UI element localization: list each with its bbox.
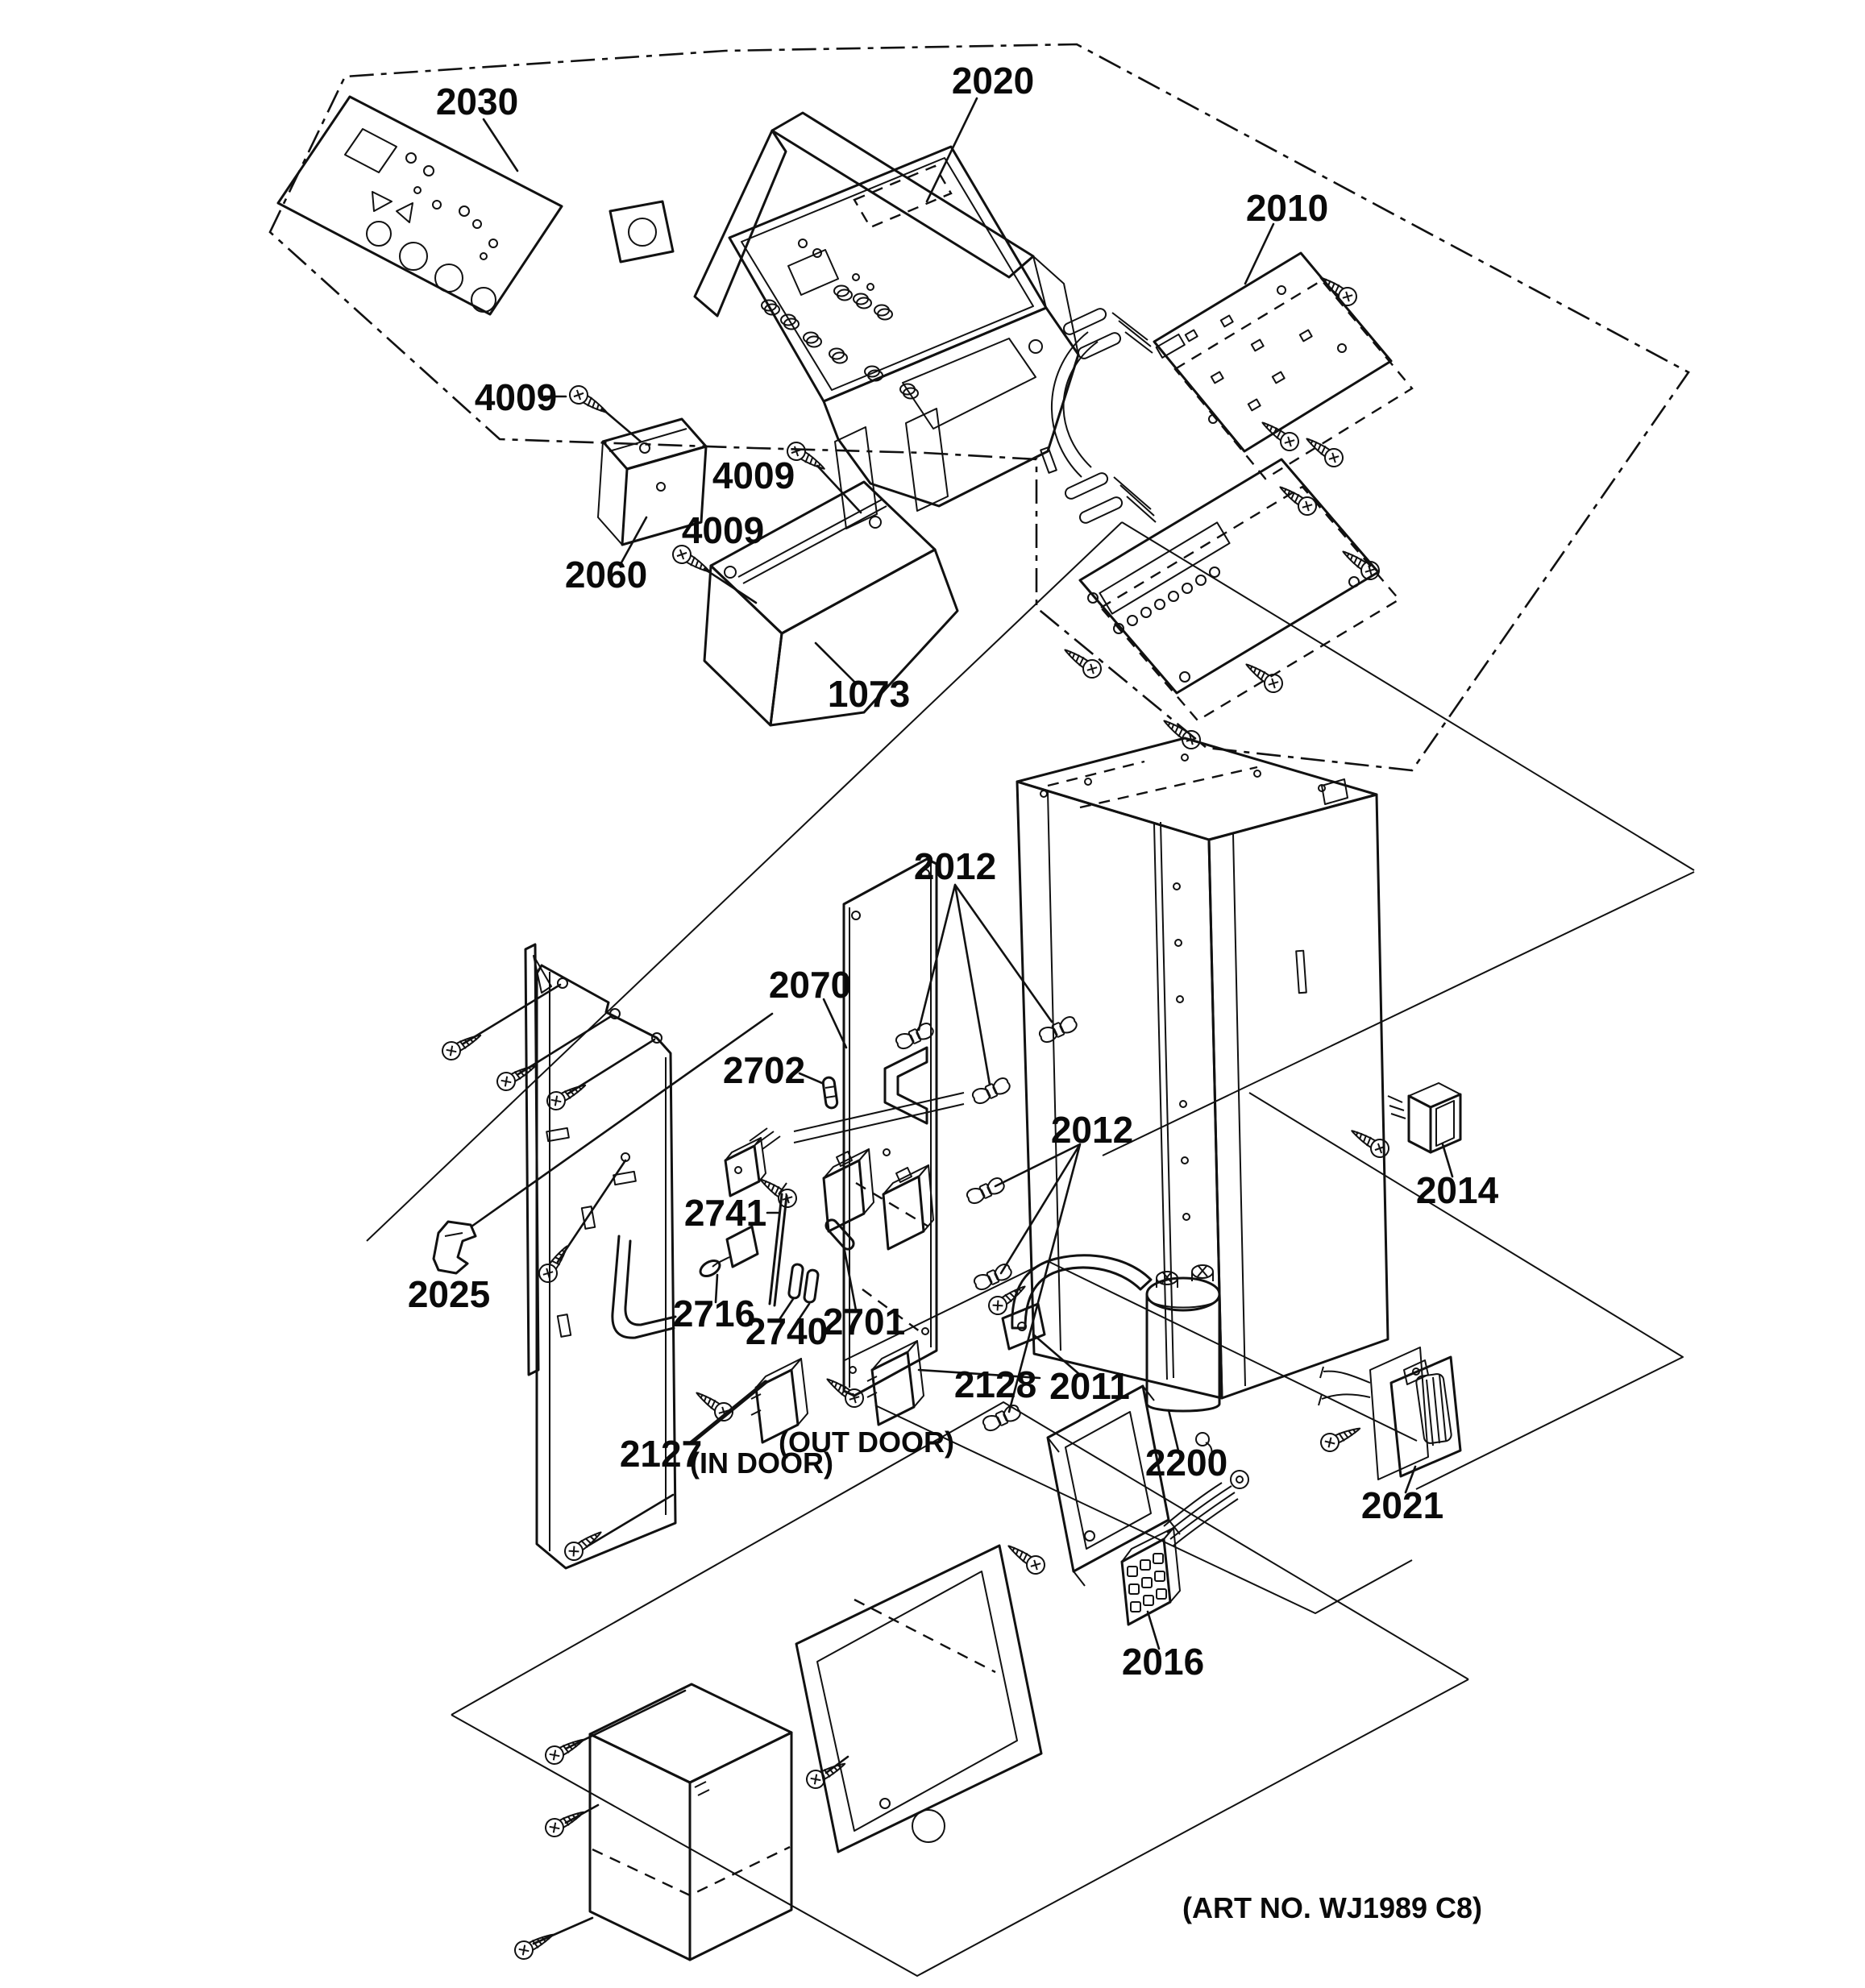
part-2021-transformer bbox=[1318, 1347, 1460, 1480]
part-bottom-cover-solid bbox=[512, 1684, 791, 1962]
part-label-2716: 2716 bbox=[672, 1293, 756, 1334]
part-2741-thermistor-rod bbox=[770, 1183, 787, 1305]
part-label-2021: 2021 bbox=[1360, 1484, 1444, 1526]
part-2702-spacer bbox=[822, 1077, 837, 1109]
part-label-2701: 2701 bbox=[822, 1301, 906, 1343]
part-label-2740: 2740 bbox=[745, 1310, 829, 1352]
part-label-4009c: 4009 bbox=[681, 509, 765, 551]
part-label-2011: 2011 bbox=[1049, 1365, 1130, 1407]
part-label-2012b: 2012 bbox=[1050, 1109, 1134, 1151]
part-label-2020: 2020 bbox=[951, 60, 1035, 102]
part-label-2741: 2741 bbox=[683, 1192, 767, 1234]
part-label-2025: 2025 bbox=[407, 1273, 491, 1315]
part-label-1073: 1073 bbox=[827, 673, 911, 715]
part-2030-control-overlay bbox=[278, 97, 562, 314]
part-label-2128: 2128 bbox=[953, 1363, 1037, 1405]
part-label-2030: 2030 bbox=[435, 81, 519, 122]
part-label-2016: 2016 bbox=[1121, 1641, 1205, 1683]
annotation-out-door: (OUT DOOR) bbox=[779, 1426, 954, 1459]
part-2740-pins bbox=[788, 1264, 819, 1303]
part-2010-circuit-boards bbox=[1052, 253, 1412, 752]
part-label-2014: 2014 bbox=[1415, 1169, 1499, 1211]
part-2025-clamp bbox=[434, 1014, 772, 1273]
part-2128-out-door-switch bbox=[822, 1341, 924, 1425]
part-bottom-cover-frame bbox=[796, 1546, 1041, 1852]
part-label-4009a: 4009 bbox=[474, 376, 558, 418]
annotation-in-door: (IN DOOR) bbox=[690, 1446, 833, 1480]
part-side-panel-edge bbox=[525, 944, 551, 1375]
part-label-2070: 2070 bbox=[768, 964, 852, 1006]
part-label-4009b: 4009 bbox=[712, 454, 795, 496]
part-cabinet-chassis bbox=[1017, 738, 1388, 1398]
art-number: (ART NO. WJ1989 C8) bbox=[1182, 1891, 1483, 1924]
part-label-2010: 2010 bbox=[1245, 187, 1329, 229]
part-membrane-button-pad bbox=[610, 201, 673, 262]
part-label-2200: 2200 bbox=[1144, 1442, 1228, 1484]
part-label-2012a: 2012 bbox=[913, 845, 997, 887]
part-2716-thermal-fuse bbox=[698, 1226, 758, 1279]
part-latch-rail-assembly bbox=[794, 1093, 964, 1249]
part-label-2127: 2127 bbox=[619, 1433, 703, 1475]
part-label-2060: 2060 bbox=[564, 554, 648, 596]
part-label-2702: 2702 bbox=[722, 1049, 806, 1091]
